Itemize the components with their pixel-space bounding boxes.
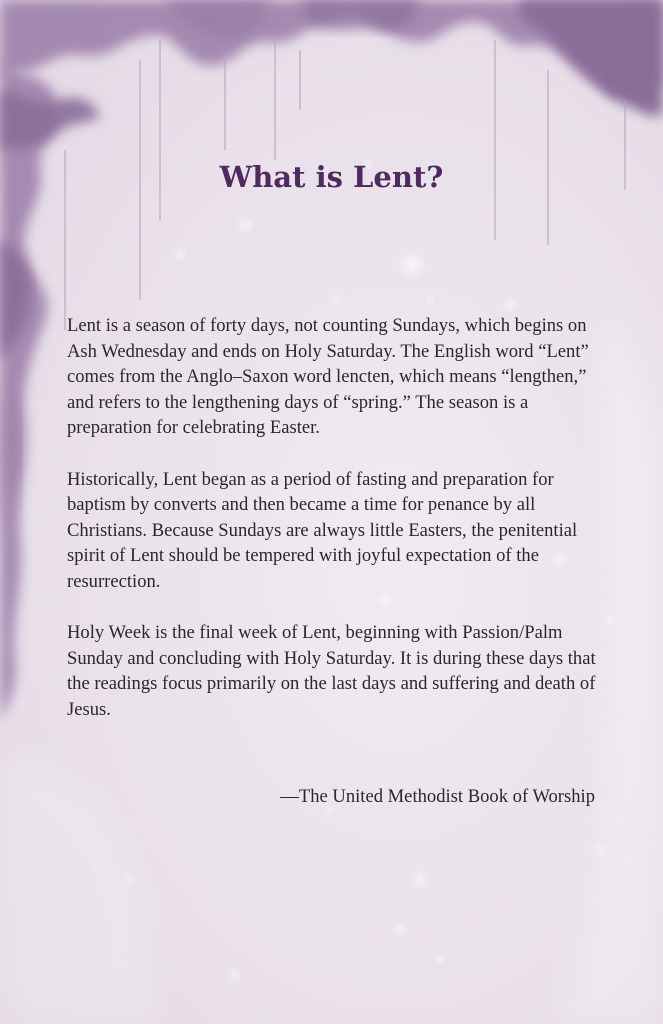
paragraph-history: Historically, Lent began as a period of fasting and preparation for baptism by converts and then became a time for penance by all Christians. Because Sundays are always little Easters, the penitential spirit of Lent should be tempered with joyful expectation of the resurrection. (67, 468, 578, 592)
paragraph-definition: Lent is a season of forty days, not counting Sundays, which begins on Ash Wednesday and ends on Holy Saturday. The English word “Lent” comes from the Anglo–Saxon word lencten, which means “lengthen,” and refers to the lengthening days of “spring.” The season is a preparation for celebrating Easter. (67, 315, 589, 439)
watercolor-top (0, 0, 663, 116)
paragraph-holy-week: Holy Week is the final week of Lent, beginning with Passion/Palm Sunday and concluding with Holy Saturday. It is during these days that the readings focus primarily on the last days and suffering and death of Jesus. (67, 622, 596, 720)
page-title: What is Lent? (219, 160, 444, 194)
attribution: —The United Methodist Book of Worship (280, 786, 595, 807)
body-text (67, 313, 607, 748)
